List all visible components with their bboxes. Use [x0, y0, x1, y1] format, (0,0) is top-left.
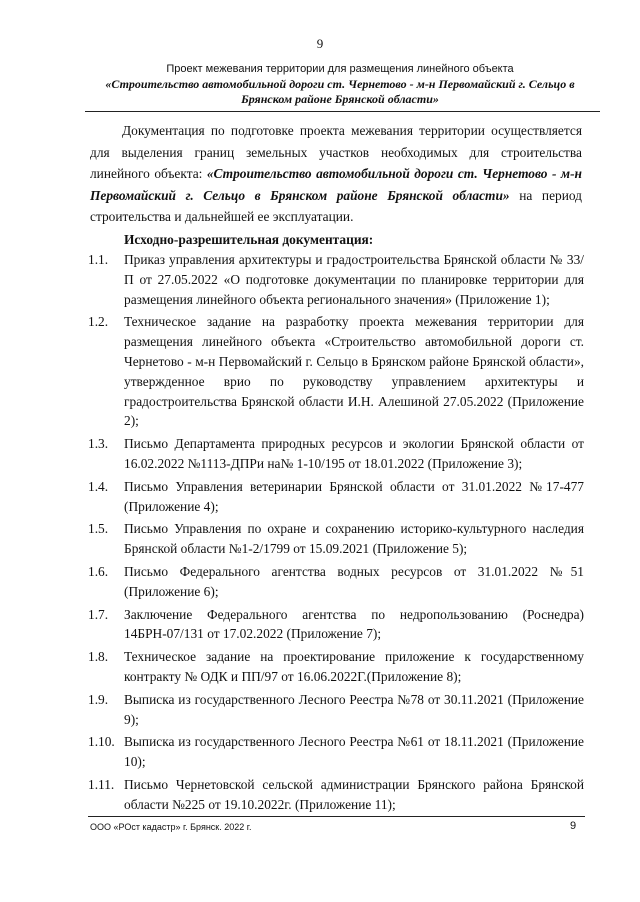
item-number: 1.3. [88, 436, 109, 452]
list-item [88, 732, 584, 772]
item-text: Заключение Федерального агентства по недропользованию (Роснедра) 14БРН-07/131 от 17.02.2022 (Приложение 7); [124, 606, 584, 642]
item-text: Письмо Управления ветеринарии Брянской области от 31.01.2022 №17-477 (Приложение 4); [124, 478, 584, 514]
item-number: 1.6. [88, 563, 109, 579]
item-text: Выписка из государственного Лесного Реестра №78 от 30.11.2021 (Приложение 9); [124, 691, 584, 727]
item-text: Письмо Чернетовской сельской администрации Брянского района Брянской области №225 от 19.10.2022г. (Приложение 11); [124, 776, 584, 812]
footer-divider [88, 816, 585, 817]
list-item [88, 312, 584, 431]
item-text: Выписка из государственного Лесного Реестра №61 от 18.11.2021 (Приложение 10); [124, 734, 584, 770]
header-object-line2: Брянском районе Брянской области» [241, 92, 439, 106]
list-item [88, 605, 584, 645]
intro-text-part2: на период строительства и дальнейшей ее эксплуатации. [90, 187, 582, 224]
intro-object-name: «Строительство автомобильной дороги ст. Чернетово - м-н Первомайский г. Сельцо в Брянском районе Брянской области» [90, 166, 582, 203]
intro-text-part1: Документация по подготовке проекта межевания территории осуществляется для выделения границ земельных участков необходимых для строительства линейного объекта: [90, 123, 582, 181]
list-item [88, 562, 584, 602]
item-text: Приказ управления архитектуры и градостроительства Брянской области № 33/П от 27.05.2022 «О подготовке документации по планировке территории для размещения линейного объекта регионального значения» (Приложение 1); [124, 252, 584, 307]
footer-company: ООО «РОст кадастр» г. Брянск. 2022 г. [90, 822, 252, 832]
page-number-top: 9 [316, 36, 324, 51]
item-number: 1.5. [88, 521, 109, 537]
item-number: 1.1. [88, 252, 109, 267]
header-subtitle: Проект межевания территории для размещения линейного объекта [166, 63, 514, 75]
list-item [88, 519, 584, 559]
list-item [88, 690, 584, 730]
item-text: Письмо Управления по охране и сохранению историко-культурного наследия Брянской области №1-2/1799 от 15.09.2021 (Приложение 5); [124, 521, 584, 557]
list-item [88, 250, 584, 309]
item-number: 1.7. [88, 606, 109, 622]
item-text: Письмо Департамента природных ресурсов и экологии Брянской области от 16.02.2022 №1113-ДПРи на№ 1-10/195 от 18.01.2022 (Приложение 3); [124, 436, 584, 471]
list-item [88, 477, 584, 517]
document-header [90, 62, 590, 107]
item-number: 1.4. [88, 478, 109, 494]
item-text: Техническое задание на разработку проекта межевания территории для размещения линейного объекта «Строительство автомобильной дороги ст. Чернетово - м-н Первомайский г. Сельцо в Брянском районе Брянской области», утвержденное врио по руководству управлением архитектуры и градостроительства Брянской области И.Н. Алешиной 27.05.2022 (Приложение 2); [124, 314, 584, 429]
header-object-line1: «Строительство автомобильной дороги ст. Чернетово - м-н Первомайский г. Сельцо в [105, 77, 575, 91]
intro-paragraph [90, 120, 582, 228]
header-divider [85, 111, 600, 112]
list-item [88, 775, 584, 815]
item-text: Техническое задание на проектирование приложение к государственному контракту № ОДК и ПП/97 от 16.06.2022Г.(Приложение 8); [124, 649, 584, 684]
item-number: 1.2. [88, 314, 109, 330]
section-title: Исходно-разрешительная документация: [124, 232, 374, 247]
item-number: 1.10. [88, 734, 115, 750]
footer-page-number: 9 [570, 820, 577, 832]
list-item [88, 647, 584, 687]
item-number: 1.8. [88, 649, 109, 665]
item-number: 1.9. [88, 691, 109, 707]
item-number: 1.11. [88, 776, 115, 792]
item-text: Письмо Федерального агентства водных ресурсов от 31.01.2022 №51 (Приложение 6); [124, 563, 584, 599]
list-item [88, 434, 584, 474]
documents-list [88, 250, 584, 818]
